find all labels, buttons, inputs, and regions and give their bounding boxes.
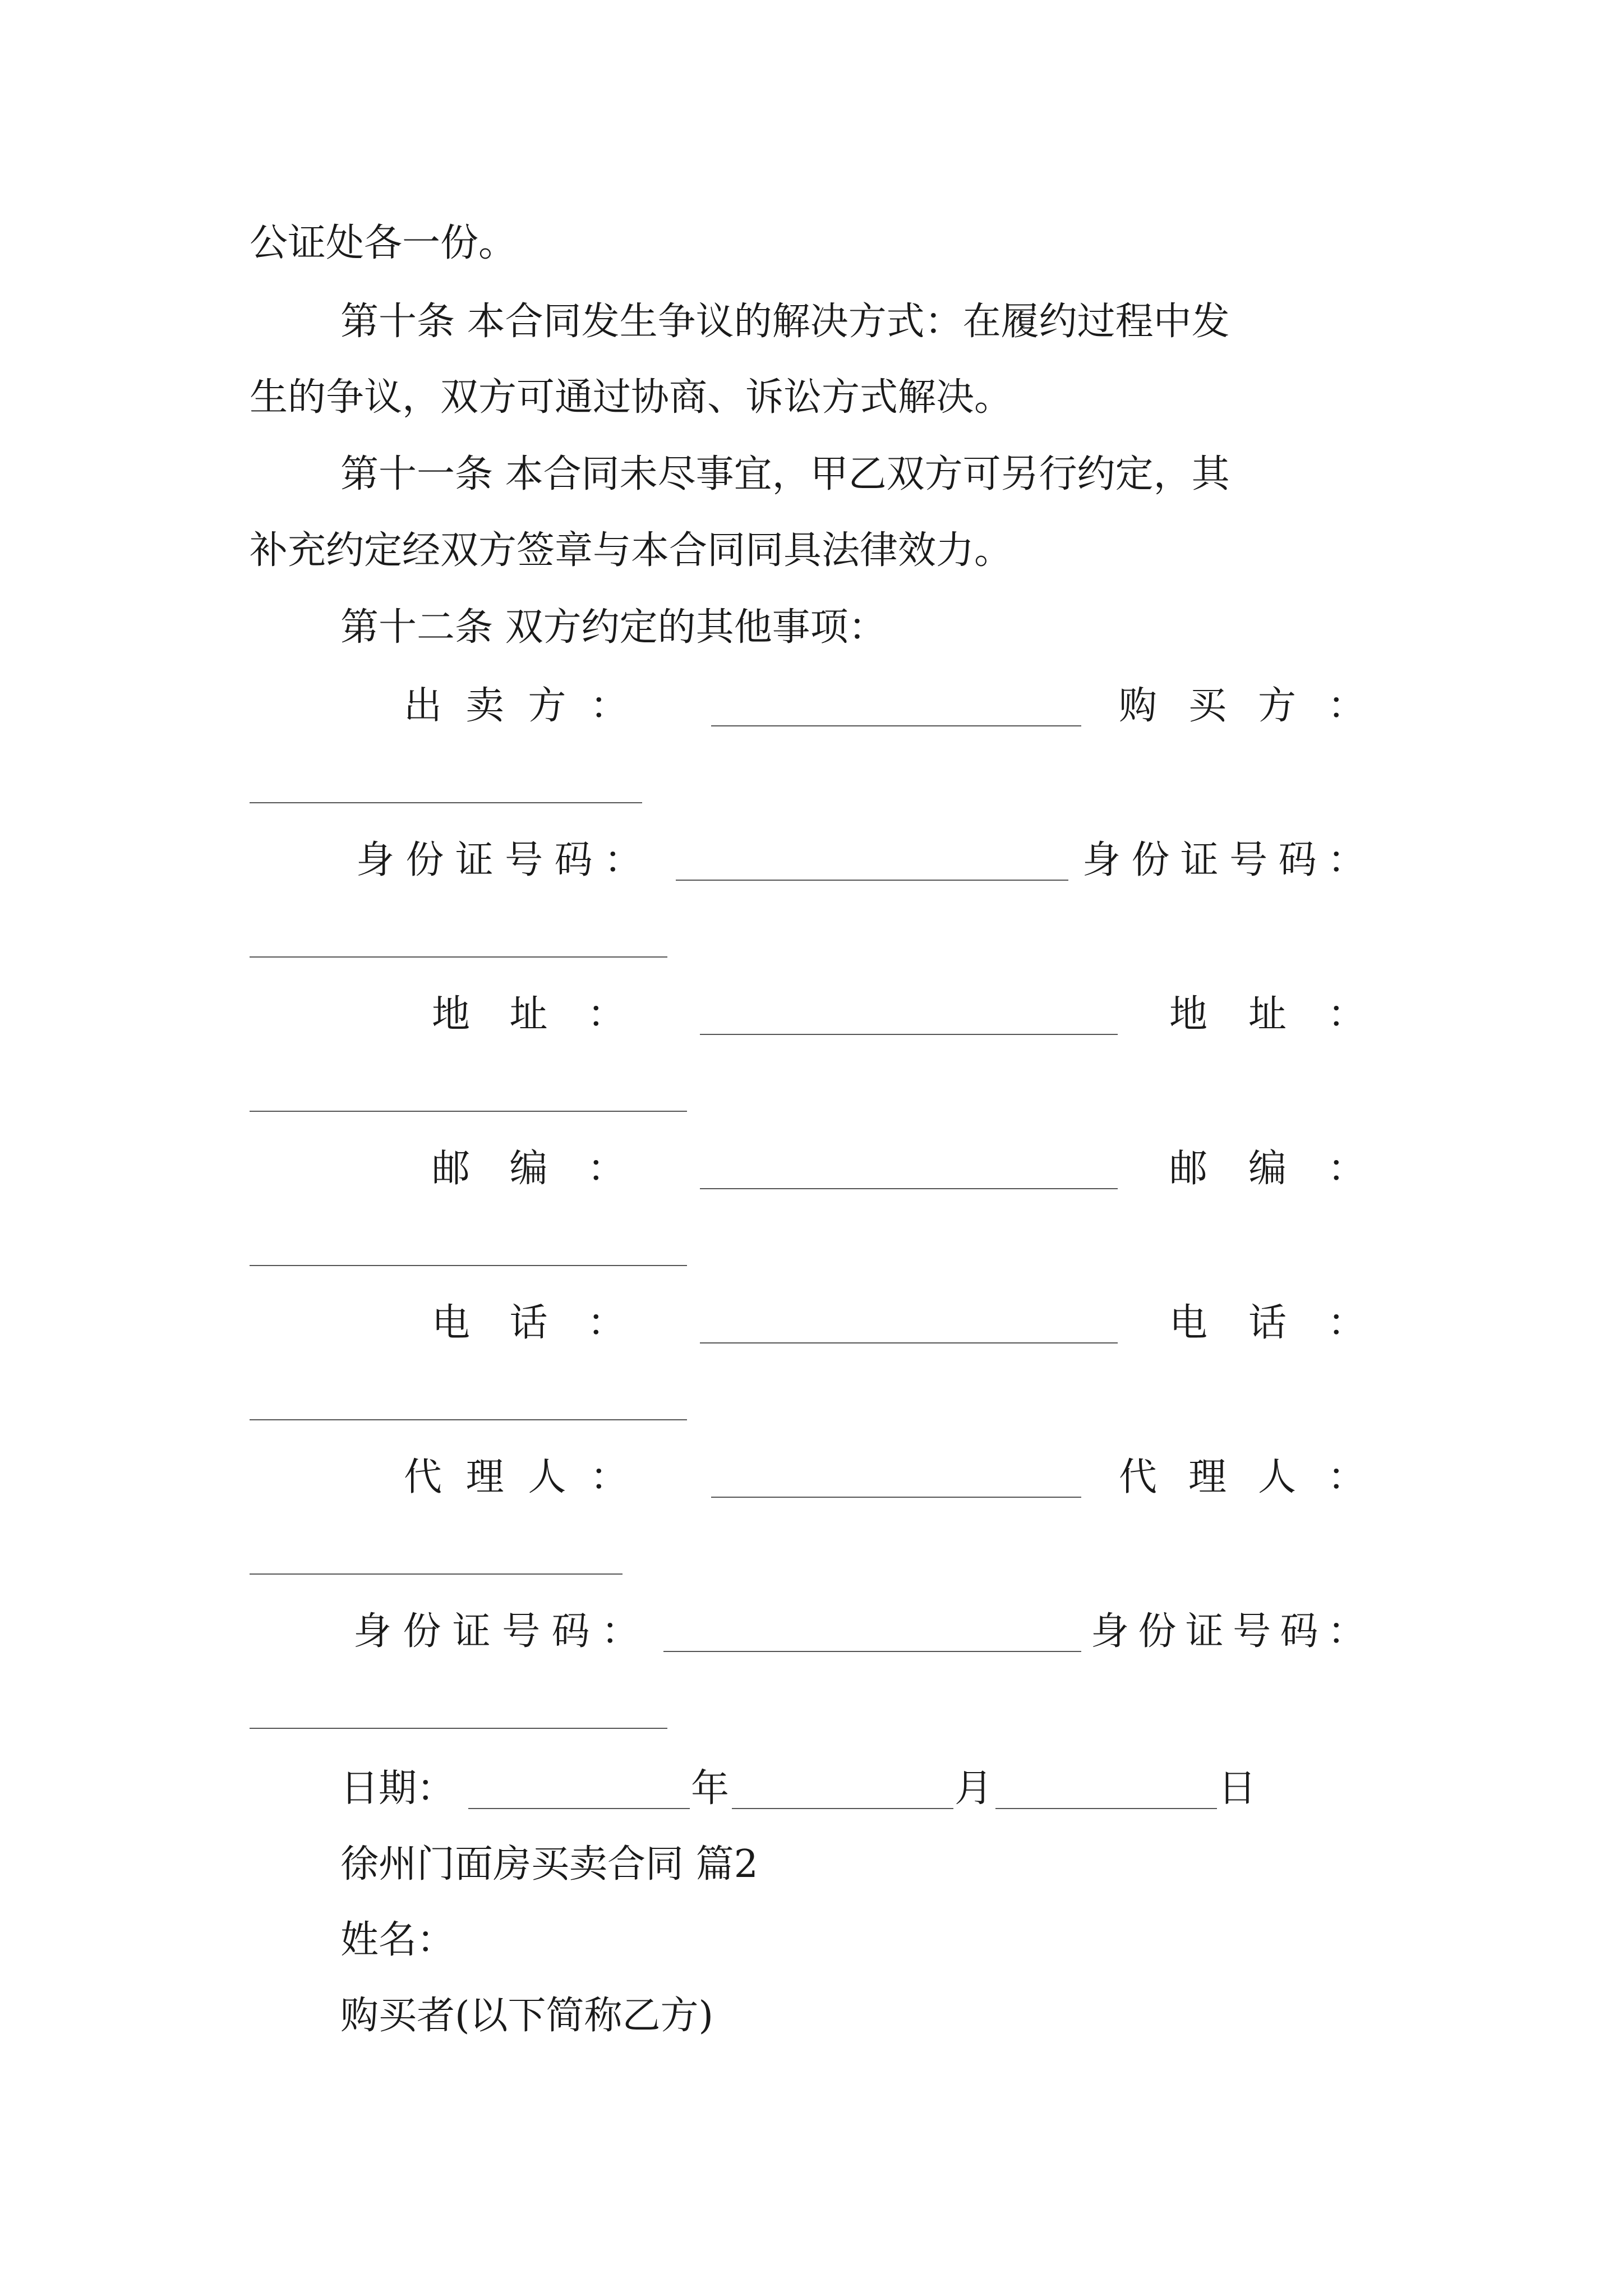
buyer-postcode-field[interactable] bbox=[250, 1265, 687, 1266]
article-12-heading: 第十二条 双方约定的其他事项： bbox=[340, 605, 887, 650]
date-label: 日期： bbox=[340, 1766, 455, 1811]
seller-phone-field[interactable] bbox=[700, 1342, 1118, 1343]
date-month-unit: 月 bbox=[955, 1766, 993, 1811]
article-11-line1: 第十一条 本合同未尽事宜，甲乙双方可另行约定，其 bbox=[340, 452, 1230, 496]
buyer-agent-id-field[interactable] bbox=[250, 1728, 667, 1729]
seller-address-field[interactable] bbox=[700, 1034, 1118, 1035]
article-10-line2: 生的争议，双方可通过协商、诉讼方式解决。 bbox=[250, 375, 1013, 420]
seller-agent-id-field[interactable] bbox=[663, 1651, 1081, 1652]
seller-label: 出 卖 方 ： bbox=[404, 684, 628, 728]
seller-postcode-label: 邮 编 ： bbox=[432, 1147, 625, 1191]
buyer-agent-label: 代 理 人 ： bbox=[1119, 1455, 1366, 1499]
buyer-agent-id-label: 身 份 证 号 码 ： bbox=[1091, 1609, 1366, 1654]
seller-id-field[interactable] bbox=[676, 880, 1068, 881]
buyer-postcode-label: 邮 编 ： bbox=[1169, 1147, 1366, 1191]
buyer-phone-label: 电 话 ： bbox=[1169, 1301, 1366, 1345]
seller-phone-label: 电 话 ： bbox=[432, 1301, 625, 1345]
date-year-field[interactable] bbox=[468, 1808, 690, 1809]
article-10-line1: 第十条 本合同发生争议的解决方式：在履约过程中发 bbox=[340, 300, 1230, 344]
article-11-line2: 补充约定经双方签章与本合同同具法律效力。 bbox=[250, 528, 1013, 573]
seller-field[interactable] bbox=[711, 725, 1081, 726]
date-month-field[interactable] bbox=[732, 1808, 953, 1809]
buyer-phone-field[interactable] bbox=[250, 1419, 687, 1420]
buyer-address-label: 地 址 ： bbox=[1169, 992, 1366, 1037]
date-day-unit: 日 bbox=[1218, 1766, 1257, 1811]
buyer-definition: 购买者(以下简称乙方) bbox=[340, 1994, 714, 2038]
buyer-id-field[interactable] bbox=[250, 956, 667, 958]
paragraph-notary-copy: 公证处各一份。 bbox=[250, 221, 517, 265]
seller-postcode-field[interactable] bbox=[700, 1188, 1118, 1189]
seller-id-label: 身 份 证 号 码 ： bbox=[356, 838, 642, 882]
seller-agent-label: 代 理 人 ： bbox=[404, 1455, 628, 1499]
date-day-field[interactable] bbox=[995, 1808, 1217, 1809]
seller-agent-id-label: 身 份 证 号 码 ： bbox=[353, 1609, 639, 1654]
date-year-unit: 年 bbox=[691, 1766, 730, 1811]
buyer-agent-field[interactable] bbox=[250, 1573, 623, 1575]
section2-title: 徐州门面房买卖合同 篇2 bbox=[340, 1842, 758, 1887]
buyer-field[interactable] bbox=[250, 802, 642, 803]
seller-agent-field[interactable] bbox=[711, 1497, 1081, 1498]
seller-address-label: 地 址 ： bbox=[432, 992, 625, 1037]
buyer-id-label: 身 份 证 号 码 ： bbox=[1082, 838, 1366, 882]
name-label: 姓名： bbox=[340, 1918, 455, 1962]
buyer-label: 购 买 方 ： bbox=[1119, 684, 1366, 728]
buyer-address-field[interactable] bbox=[250, 1111, 687, 1112]
